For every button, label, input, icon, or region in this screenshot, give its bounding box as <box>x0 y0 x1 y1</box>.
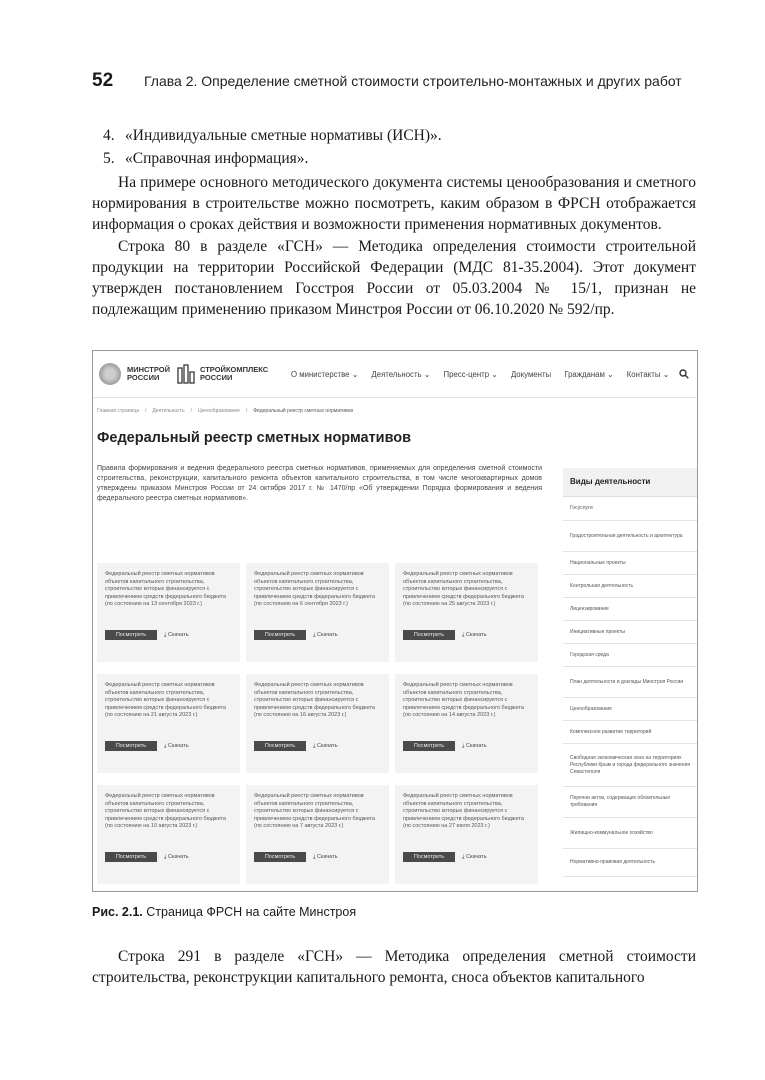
menu-item-contacts[interactable]: Контакты ⌄ <box>626 370 670 379</box>
download-icon: ⤓ <box>313 743 317 749</box>
body-text <box>92 172 696 320</box>
chapter-title: Глава 2. Определение сметной стоимости строительно-монтажных и других работ <box>144 73 682 89</box>
registry-card <box>395 563 538 662</box>
sidebar-item[interactable]: Свободная экономическая зона на территориях Республики Крым и города федерального значения Севастополя <box>563 744 697 787</box>
registry-card <box>246 785 389 884</box>
view-button[interactable]: Посмотреть <box>254 630 306 640</box>
download-link[interactable]: ⤓ Скачать <box>164 743 189 749</box>
card-text: Федеральный реестр сметных нормативов объектов капитального строительства, строительство которых финансируется с привлечением средств федерального бюджета (по состоянию на 25 августа 2023 г.) <box>403 571 524 607</box>
page-number: 52 <box>92 70 114 91</box>
download-icon: ⤓ <box>462 743 466 749</box>
card-text: Федеральный реестр сметных нормативов объектов капитального строительства, строительство которых финансируется с привлечением средств федерального бюджета (по состоянию на 16 августа 2023 г.) <box>254 682 375 718</box>
sidebar-item[interactable]: Национальные проекты <box>563 552 697 575</box>
download-icon: ⤓ <box>164 854 168 860</box>
registry-card <box>246 563 389 662</box>
download-link[interactable]: ⤓ Скачать <box>462 743 487 749</box>
view-button[interactable]: Посмотреть <box>403 741 455 751</box>
paragraph: Строка 80 в разделе «ГСН» — Методика определения стоимости строительной продукции на территории Российской Федерации (МДС 81-35.2004). Этот документ утвержден постановлением Госстроя России от 05.03.2004 № 15/1, признан не подлежащим применению приказом Минстроя России от 06.10.2020 № 592/пр. <box>92 237 696 319</box>
sidebar-item[interactable]: Госуслуги <box>563 497 697 521</box>
card-text: Федеральный реестр сметных нормативов объектов капитального строительства, строительство которых финансируется с привлечением средств федерального бюджета (по состоянию на 13 сентября 2023 г.) <box>105 571 226 607</box>
card-text: Федеральный реестр сметных нормативов объектов капитального строительства, строительство которых финансируется с привлечением средств федерального бюджета (по состоянию на 14 августа 2023 г.) <box>403 682 524 718</box>
page-title: Федеральный реестр сметных нормативов <box>97 430 412 446</box>
ministry-logo[interactable]: МИНСТРОЙ РОССИИ <box>127 365 170 382</box>
download-icon: ⤓ <box>313 854 317 860</box>
sidebar-item[interactable]: План деятельности и доклады Минстроя России <box>563 667 697 698</box>
sidebar-title: Виды деятельности <box>563 468 697 497</box>
card-text: Федеральный реестр сметных нормативов объектов капитального строительства, строительство которых финансируется с привлечением средств федерального бюджета (по состоянию на 7 августа 2023 г.) <box>254 793 375 829</box>
registry-card <box>97 563 240 662</box>
page-header <box>92 70 702 96</box>
card-text: Федеральный реестр сметных нормативов объектов капитального строительства, строительство которых финансируется с привлечением средств федерального бюджета (по состоянию на 21 августа 2023 г.) <box>105 682 226 718</box>
menu-item-about[interactable]: О министерстве ⌄ <box>291 370 359 379</box>
sidebar-item[interactable]: Жилищно-коммунальное хозяйство <box>563 818 697 849</box>
download-icon: ⤓ <box>164 632 168 638</box>
breadcrumb-current: Федеральный реестр сметных нормативов <box>253 408 353 414</box>
breadcrumb: Главная страница / Деятельность / Ценообразование / Федеральный реестр сметных нормативов <box>97 408 353 414</box>
view-button[interactable]: Посмотреть <box>254 741 306 751</box>
download-link[interactable]: ⤓ Скачать <box>164 854 189 860</box>
caption-label: Рис. 2.1. <box>92 905 143 919</box>
figure-screenshot <box>92 350 698 892</box>
registry-card <box>395 674 538 773</box>
download-link[interactable]: ⤓ Скачать <box>462 632 487 638</box>
download-icon: ⤓ <box>313 632 317 638</box>
sidebar-item[interactable]: Нормативно-правовая деятельность <box>563 849 697 877</box>
sidebar <box>563 468 697 877</box>
registry-card <box>246 674 389 773</box>
stroykompleks-logo[interactable]: СТРОЙКОМПЛЕКС РОССИИ <box>200 365 269 382</box>
list-item: 4. «Индивидуальные сметные нормативы (ИСН)». <box>103 127 442 144</box>
sidebar-item[interactable]: Контрольная деятельность <box>563 575 697 598</box>
main-menu <box>291 370 680 379</box>
breadcrumb-item[interactable]: Ценообразование <box>197 408 240 414</box>
menu-item-documents[interactable]: Документы <box>510 370 552 379</box>
sidebar-item[interactable]: Ценообразование <box>563 698 697 721</box>
view-button[interactable]: Посмотреть <box>105 630 157 640</box>
sidebar-item[interactable]: Городская среда <box>563 644 697 667</box>
download-icon: ⤓ <box>462 854 466 860</box>
site-navbar <box>93 351 697 398</box>
sidebar-item[interactable]: Перечни актов, содержащих обязательные требования <box>563 787 697 818</box>
body-text <box>92 946 696 988</box>
download-link[interactable]: ⤓ Скачать <box>164 632 189 638</box>
download-link[interactable]: ⤓ Скачать <box>462 854 487 860</box>
download-icon: ⤓ <box>462 632 466 638</box>
card-text: Федеральный реестр сметных нормативов объектов капитального строительства, строительство которых финансируется с привлечением средств федерального бюджета (по состоянию на 10 августа 2023 г.) <box>105 793 226 829</box>
view-button[interactable]: Посмотреть <box>105 852 157 862</box>
breadcrumb-item[interactable]: Деятельность <box>152 408 185 414</box>
card-text: Федеральный реестр сметных нормативов объектов капитального строительства, строительство которых финансируется с привлечением средств федерального бюджета (по состоянию на 27 июля 2023 г.) <box>403 793 524 829</box>
menu-item-activity[interactable]: Деятельность ⌄ <box>371 370 431 379</box>
menu-item-press[interactable]: Пресс-центр ⌄ <box>443 370 498 379</box>
lead-text: Правила формирования и ведения федерального реестра сметных нормативов, применяемых для определения сметной стоимости строительства, реконструкции, капитального ремонта объектов капитального строительства, в том числе многоквартирных домов утверждены приказом Минстроя России от 24 октября 2017 г. № 1470/пр «Об утверждении Порядка формирования и ведения федерального реестра сметных нормативов». <box>97 465 542 502</box>
registry-card <box>395 785 538 884</box>
numbered-list <box>103 124 703 170</box>
figure-caption <box>92 905 356 919</box>
sidebar-item[interactable]: Комплексное развитие территорий <box>563 721 697 744</box>
coat-of-arms-icon <box>99 363 121 385</box>
sidebar-item[interactable]: Лицензирование <box>563 598 697 621</box>
view-button[interactable]: Посмотреть <box>403 630 455 640</box>
download-link[interactable]: ⤓ Скачать <box>313 854 338 860</box>
sidebar-item[interactable]: Градостроительная деятельность и архитектура <box>563 521 697 552</box>
download-icon: ⤓ <box>164 743 168 749</box>
menu-item-citizens[interactable]: Гражданам ⌄ <box>564 370 614 379</box>
download-link[interactable]: ⤓ Скачать <box>313 632 338 638</box>
list-item: 5. «Справочная информация». <box>103 150 309 167</box>
caption-text: Страница ФРСН на сайте Минстроя <box>146 905 357 919</box>
download-link[interactable]: ⤓ Скачать <box>313 743 338 749</box>
view-button[interactable]: Посмотреть <box>254 852 306 862</box>
registry-card <box>97 785 240 884</box>
paragraph: Строка 291 в разделе «ГСН» — Методика определения сметной стоимости строительства, реконструкции капитального ремонта, сноса объектов капитального <box>92 948 696 987</box>
paragraph: На примере основного методического документа системы ценообразования и сметного нормирования в строительстве можно посмотреть, каким образом в ФРСН отображается информация о сроках действия и возможности применения нормативных документов. <box>92 174 696 234</box>
building-icon <box>177 364 195 384</box>
sidebar-item[interactable]: Инициативные проекты <box>563 621 697 644</box>
view-button[interactable]: Посмотреть <box>105 741 157 751</box>
search-icon[interactable] <box>679 369 689 379</box>
registry-card <box>97 674 240 773</box>
card-text: Федеральный реестр сметных нормативов объектов капитального строительства, строительство которых финансируется с привлечением средств федерального бюджета (по состоянию на 6 сентября 2023 г.) <box>254 571 375 607</box>
view-button[interactable]: Посмотреть <box>403 852 455 862</box>
breadcrumb-item[interactable]: Главная страница <box>97 408 139 414</box>
